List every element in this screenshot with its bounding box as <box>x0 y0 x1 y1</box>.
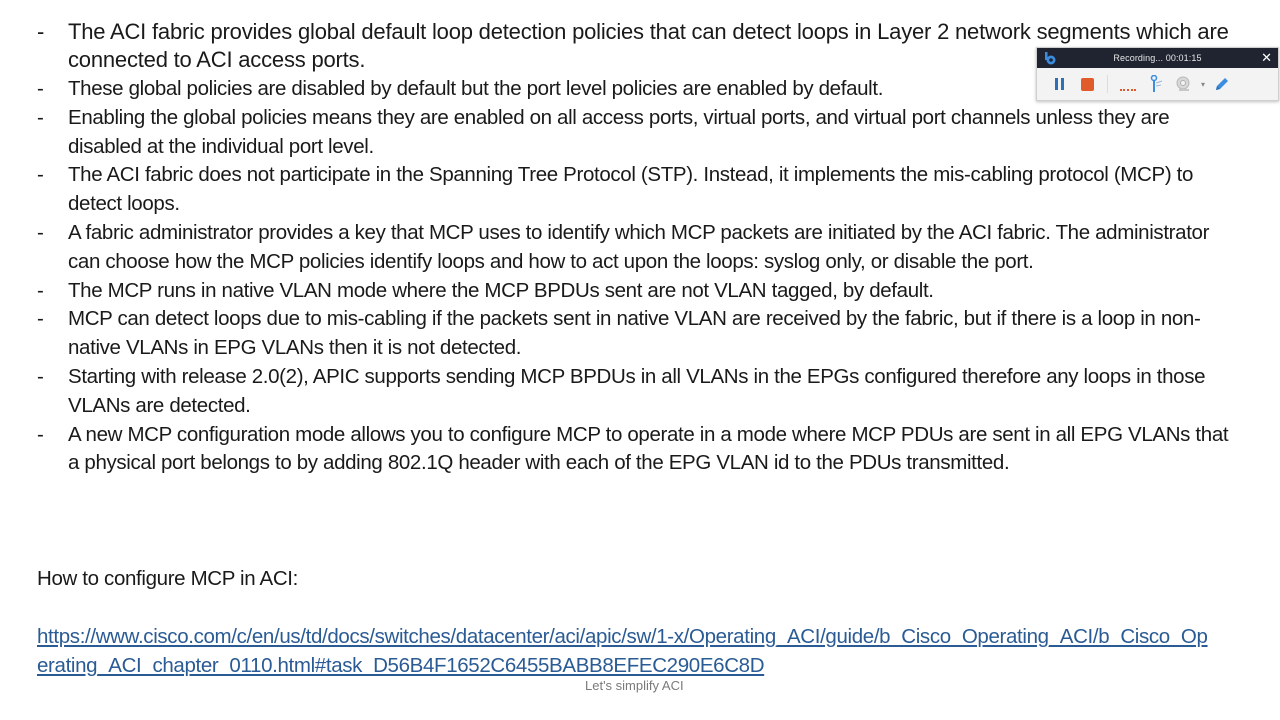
cisco-docs-link[interactable]: https://www.cisco.com/c/en/us/td/docs/switches/datacenter/aci/apic/sw/1-x/Operating_ACI/guide/b_Cisco_Operating_ACI/b_Cisco_Operating_ACI_chapter_0110.html#task_D56B4F1652C6455BABB8EFEC290E6C8D <box>37 625 1208 677</box>
webcam-icon <box>1175 76 1193 92</box>
screen-recorder-toolbar <box>1036 47 1279 101</box>
slide-footer: Let's simplify ACI <box>585 678 684 693</box>
bullet-item <box>37 305 1237 363</box>
bullet-text: A fabric administrator provides a key that MCP uses to identify which MCP packets are initiated by the ACI fabric. The administrator can choose how the MCP policies identify loops and how to act upon the loops: syslog only, or disable the port. <box>68 220 1210 273</box>
bullet-dash: - <box>37 364 44 388</box>
bullet-text: Enabling the global policies means they are enabled on all access ports, virtual ports, and virtual port channels unless they are disabled at the individual port level. <box>68 105 1170 158</box>
bullet-text: These global policies are disabled by default but the port level policies are enabled by default. <box>68 77 884 100</box>
bullet-text: The ACI fabric does not participate in the Spanning Tree Protocol (STP). Instead, it implements the mis-cabling protocol (MCP) to detect loops. <box>68 163 1194 216</box>
webcam-dropdown-icon[interactable]: ▾ <box>1200 79 1205 89</box>
bullet-text: MCP can detect loops due to mis-cabling if the packets sent in native VLAN are received by the fabric, but if there is a loop in non-native VLANs in EPG VLANs then it is not detected. <box>68 307 1201 360</box>
bullet-dash: - <box>37 422 44 446</box>
bullet-item <box>37 421 1237 479</box>
toolbar-divider <box>1107 75 1108 93</box>
recording-status: Recording... 00:01:15 <box>1113 53 1202 63</box>
bullet-text: The MCP runs in native VLAN mode where the MCP BPDUs sent are not VLAN tagged, by default. <box>68 278 934 302</box>
pause-icon <box>1055 78 1064 90</box>
bullet-item <box>37 161 1237 219</box>
bullet-text: A new MCP configuration mode allows you to configure MCP to operate in a mode where MCP PDUs are sent in all EPG VLANs that a physical port belongs to by adding 802.1Q header with each of the EPG VLAN id to the PDUs transmitted. <box>68 422 1229 475</box>
bullet-dash: - <box>37 163 44 187</box>
bullet-item <box>37 104 1237 162</box>
bullet-dash: - <box>37 105 44 129</box>
recorder-logo-icon <box>1043 51 1057 65</box>
stop-icon <box>1081 78 1094 91</box>
bullet-dash: - <box>37 307 44 331</box>
recorder-titlebar[interactable] <box>1037 48 1278 68</box>
bullet-dash: - <box>37 77 44 100</box>
pointer-button[interactable] <box>1142 71 1170 97</box>
pen-icon <box>1214 76 1230 92</box>
bullet-item <box>37 277 1237 306</box>
bullet-dash: - <box>37 19 45 44</box>
pointer-icon <box>1148 75 1164 93</box>
bullet-dash: - <box>37 278 44 302</box>
line-draw-icon <box>1120 87 1136 91</box>
bullet-item <box>37 363 1237 421</box>
line-draw-button[interactable] <box>1114 71 1142 97</box>
stop-button[interactable] <box>1073 71 1101 97</box>
webcam-button[interactable] <box>1170 71 1198 97</box>
pen-button[interactable] <box>1208 71 1236 97</box>
howto-label: How to configure MCP in ACI: <box>37 567 298 590</box>
bullet-text: Starting with release 2.0(2), APIC supports sending MCP BPDUs in all VLANs in the EPGs configured therefore any loops in those VLANs are detected. <box>68 364 1206 417</box>
close-icon[interactable]: ✕ <box>1261 50 1272 65</box>
bullet-item <box>37 219 1237 277</box>
recorder-tools <box>1037 68 1278 100</box>
bullet-text: The ACI fabric provides global default loop detection policies that can detect loops in Layer 2 network segments which are connected to ACI access ports. <box>68 19 1229 72</box>
pause-button[interactable] <box>1045 71 1073 97</box>
bullet-dash: - <box>37 220 44 244</box>
